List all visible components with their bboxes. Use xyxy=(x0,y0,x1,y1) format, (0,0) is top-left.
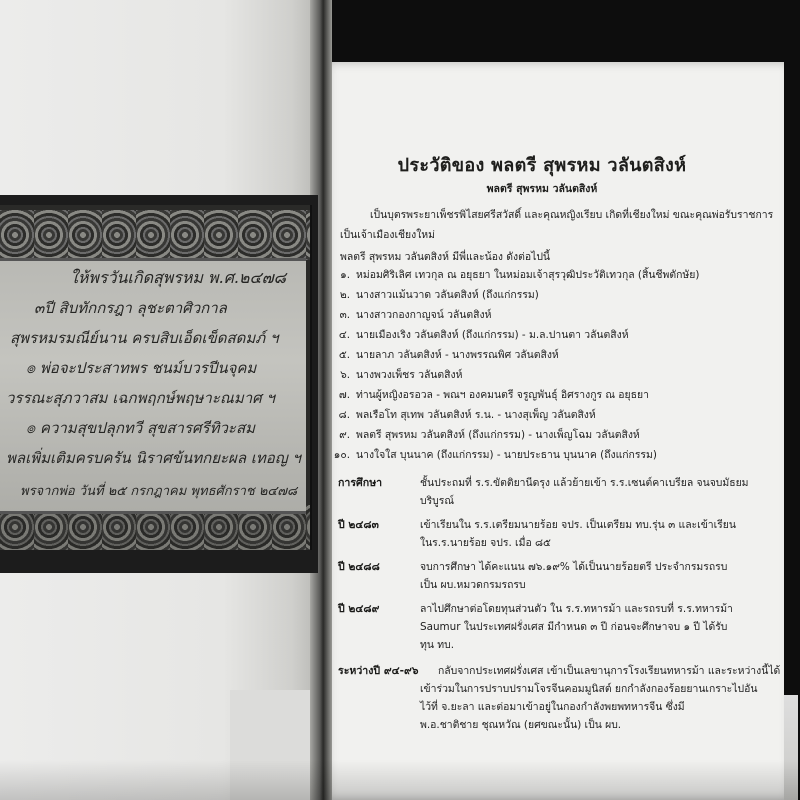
period-line: ไว้ที่ จ.ยะลา และต่อมาเข้าอยู่ในกองกำลังพยพทหารจีน ซึ่งมี xyxy=(420,701,685,713)
plaque-line: วรรณะสุภวาสม เฉกพฤกษ์พฤษาะณมาศ ฯ xyxy=(6,389,275,407)
plaque-line: ๓ปี สิบทักกรฎา ลุชะตาศิวกาล xyxy=(34,299,227,317)
inscribed-plaque xyxy=(0,258,306,514)
plaque-line: พลเพิ่มเติมครบครัน นิราศข้นทกยะผล เทอญ ฯ xyxy=(6,449,301,467)
list-item: หม่อมศิริเลิศ เทวกุล ณ อยุธยา ในหม่อมเจ้าสุรวุฒิประวัติเทวกุล (สิ้นชีพตักษัย) xyxy=(356,269,700,281)
list-item: ท่านผู้หญิงอรอวล - พณฯ องคมนตรี จรูญพันธุ์ อิศรางกูร ณ อยุธยา xyxy=(356,389,649,401)
list-number: ๑๐. xyxy=(333,449,350,461)
year-line: ลาไปศึกษาต่อโดยทุนส่วนตัว ใน ร.ร.ทหารม้า และรถรบที่ ร.ร.ทหารม้า xyxy=(420,603,733,615)
period-line: เข้าร่วมในการปราบปรามโจรจีนคอมมูนิสต์ ยกกำลังกองร้อยยานเกราะไปอัน xyxy=(420,683,758,695)
section-label-year: ปี ๒๔๘๙ xyxy=(338,603,380,615)
document-subtitle: พลตรี สุพรหม วลันตสิงห์ xyxy=(486,183,598,195)
year-line: ในร.ร.นายร้อย จปร. เมื่อ ๘๕ xyxy=(420,537,551,549)
plaque-signature: พรจากพ่อ วันที่ ๒๕ กรกฎาคม พุทธศักราช ๒๔๗๘ xyxy=(20,484,298,499)
period-line: พ.อ.ชาติชาย ชุณหวัณ (ยศขณะนั้น) เป็น ผบ. xyxy=(420,719,622,731)
section-label-year: ปี ๒๔๘๘ xyxy=(338,561,380,573)
biography-document xyxy=(322,62,784,762)
list-number: ๑. xyxy=(340,269,350,281)
list-item: นางใจใส บุนนาค (ถึงแก่กรรม) - นายประธาน บุนนาค (ถึงแก่กรรม) xyxy=(356,449,657,461)
list-item: นางพวงเพ็ชร วลันตสิงห์ xyxy=(356,369,463,381)
list-number: ๓. xyxy=(339,309,350,321)
list-item: นางสาวกองกาญจน์ วลันตสิงห์ xyxy=(356,309,492,321)
section-label-year: ปี ๒๔๘๓ xyxy=(338,519,379,531)
plaque-line: ๏ ความสุขปลุกทวี สุขสารศรีทิวะสม xyxy=(26,419,256,437)
list-item: นายเมืองเริง วลันตสิงห์ (ถึงแก่กรรม) - ม.ล.ปานตา วลันตสิงห์ xyxy=(356,329,629,341)
list-item: นางสาวแม้นวาด วลันตสิงห์ (ถึงแก่กรรม) xyxy=(356,289,539,301)
period-line: กลับจากประเทศฝรั่งเศส เข้าเป็นเลขานุการโรงเรียนทหารม้า และระหว่างนี้ได้ xyxy=(438,665,781,677)
education-line: บริบูรณ์ xyxy=(420,495,454,507)
document-title: ประวัติของ พลตรี สุพรหม วลันตสิงห์ xyxy=(397,155,687,176)
education-line: ชั้นประถมที่ ร.ร.ขัตติยานีดรุง แล้วย้ายเข้า ร.ร.เซนต์คาเบรียล จนจบมัธยม xyxy=(420,477,749,489)
section-label-period: ระหว่างปี ๙๔-๙๖ xyxy=(338,665,419,677)
plaque-line: ๏ พ่อจะประสาทพร ชนม์บวรปีนจุคม xyxy=(26,359,257,377)
list-number: ๒. xyxy=(339,289,350,301)
list-item: นายลาภ วลันตสิงห์ - นางพรรณพิศ วลันตสิงห์ xyxy=(356,349,559,361)
intro-line: เป็นบุตรพระยาเพ็ชรพิไสยศรีสวัสดิ์ และคุณหญิงเรียบ เกิดที่เชียงใหม่ ขณะคุณพ่อรับราชการ xyxy=(370,209,774,221)
year-line: เข้าเรียนใน ร.ร.เตรียมนายร้อย จปร. เป็นเตรียม ทบ.รุ่น ๓ และเข้าเรียน xyxy=(420,519,736,531)
list-number: ๗. xyxy=(338,389,350,401)
table-shadow xyxy=(0,760,800,800)
year-line: จบการศึกษา ได้คะแนน ๗๖.๑๙% ได้เป็นนายร้อยตรี ประจำกรมรถรบ xyxy=(420,561,728,573)
list-number: ๕. xyxy=(338,349,350,361)
siblings-intro: พลตรี สุพรหม วลันตสิงห์ มีพี่และน้อง ดังต่อไปนี้ xyxy=(340,251,551,263)
plaque-heading: ให้พรวันเกิดสุพรหม พ.ศ.๒๔๗๘ xyxy=(70,268,286,287)
plaque-line: สุพรหมรมณีย์นาน ครบสิบเอ็ดเข็ดสดมภ์ ฯ xyxy=(10,329,279,347)
year-line: ทุน ทบ. xyxy=(420,639,455,651)
list-number: ๙. xyxy=(339,429,350,441)
list-number: ๖. xyxy=(340,369,350,381)
year-line: Saumur ในประเทศฝรั่งเศส มีกำหนด ๓ ปี ก่อนจะศึกษาจบ ๑ ปี ได้รับ xyxy=(420,621,728,633)
list-number: ๔. xyxy=(338,329,350,341)
ornament-top xyxy=(0,210,310,260)
section-label-education: การศึกษา xyxy=(338,477,383,489)
intro-line: เป็นเจ้าเมืองเชียงใหม่ xyxy=(340,229,435,241)
list-item: พลเรือโท สุเทพ วลันตสิงห์ ร.น. - นางสุเพ็ญ วลันตสิงห์ xyxy=(356,409,596,421)
list-item: พลตรี สุพรหม วลันตสิงห์ (ถึงแก่กรรม) - นางเพ็ญโฉม วลันตสิงห์ xyxy=(356,429,640,441)
year-line: เป็น ผบ.หมวดกรมรถรบ xyxy=(420,579,526,591)
list-number: ๘. xyxy=(338,409,350,421)
